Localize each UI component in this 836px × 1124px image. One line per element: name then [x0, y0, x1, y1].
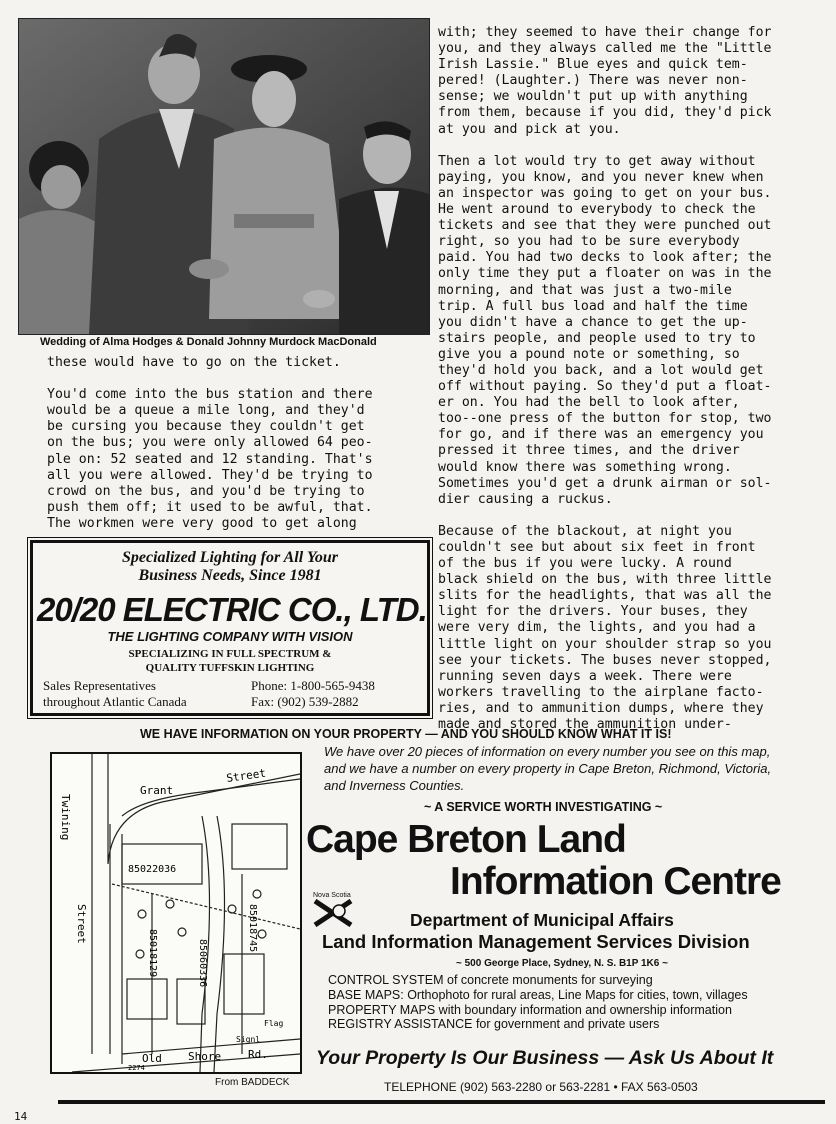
wedding-photo — [18, 18, 430, 335]
electric-tagline-1: Specialized Lighting for All Your — [121, 549, 339, 566]
nova-scotia-logo-label: Nova Scotia — [313, 892, 351, 899]
map-parcel-3: 85060336 — [197, 939, 208, 988]
footer-rule — [58, 1100, 825, 1104]
map-label-street-left: Street — [75, 904, 88, 944]
land-services-list — [328, 973, 748, 1032]
electric-ad — [30, 540, 430, 716]
land-service-line: ~ A SERVICE WORTH INVESTIGATING ~ — [424, 800, 663, 814]
map-label-grant: Grant — [140, 784, 174, 797]
article-left-column: these would have to go on the ticket. You'd come into the bus station and there would be a queue a mile long, and they'd be cursing you because they couldn't get on the bus; you were only allowed 64 peo- ple on: 52 seated and 12 standing. That's all you were allowed. They'd be trying to crowd on the bus, and you'd be trying to push them off; it used to be awful, that. The workmen were very good to get along — [47, 355, 373, 531]
map-parcel-4: 85018745 — [247, 904, 258, 953]
property-map-drawing — [52, 754, 300, 1072]
electric-phone: Phone: 1-800-565-9438 — [251, 678, 375, 693]
electric-reps-2: throughout Atlantic Canada — [43, 694, 187, 709]
saltire-icon — [313, 899, 353, 927]
land-name-line-2: Information Centre — [450, 860, 781, 903]
land-ad-intro — [324, 743, 824, 794]
land-intro-line-3: and Inverness Counties. — [324, 778, 465, 793]
map-label-twining: Twining — [59, 794, 72, 841]
page-number: 14 — [14, 1110, 28, 1123]
map-label-flag: Flag — [264, 1019, 284, 1028]
map-label-street-top: Street — [225, 766, 267, 785]
land-service-2: BASE MAPS: Orthophoto for rural areas, Line Maps for cities, town, villages — [328, 987, 748, 1002]
map-label-rd: Rd. — [248, 1048, 268, 1061]
electric-fax: Fax: (902) 539-2882 — [251, 694, 359, 709]
electric-slogan: THE LIGHTING COMPANY WITH VISION — [107, 629, 353, 644]
electric-spec-2: QUALITY TUFFSKIN LIGHTING — [145, 662, 315, 674]
map-parcel-1: 85022036 — [128, 864, 177, 875]
map-label-signl: Signl — [236, 1035, 261, 1044]
electric-company-name: 20/20 ELECTRIC CO., LTD. — [37, 591, 427, 628]
photo-caption: Wedding of Alma Hodges & Donald Johnny Murdock MacDonald — [40, 336, 377, 348]
map-source-note: From BADDECK — [215, 1077, 290, 1088]
map-label-2274: 2274 — [128, 1064, 145, 1072]
property-map — [50, 752, 302, 1074]
map-label-old: Old — [142, 1052, 162, 1065]
article-right-column: with; they seemed to have their change for you, and they always called me the "Little Irish Lassie." Blue eyes and quick tem- pered! (Laughter.) There was never non- sense; we wouldn't put up with anything from them, because if you did, they'd pick at you and pick at you. Then a lot would try to get away without paying, you know, and you never knew when an inspector was going to get on your bus. He went around to everybody to check the tickets and see that they were punched out right, so you had to be sure everybody paid. You had two decks to look after; the only time they put a floater on was in the morning, and that was just a two-mile trip. A full bus load and half the time you didn't have a chance to get the up- stairs people, and people used to try to give you a pound note or something, so they'd hold you back, and a lot would get off without paying. So they'd put a float- er on. You had the bell to look after, too--one press of the button for stop, two for go, and if there was an emergency you pressed it three times, and the driver would know there was something wrong. Sometimes you'd get a drunk airman or sol- dier causing a ruckus. Because of the blackout, at night you couldn't see but about six feet in front of the bus if you were lucky. A round black shield on the bus, with three little slits for the headlights, that was all the light for the drivers. Your buses, they were very dim, the lights, and you had a little light on your shoulder strap so you see your tickets. The buses never stopped, running seven days a week. There were workers travelling to the airplane facto- ries, and to ammunition dumps, where they made and stored the ammunition under- — [438, 25, 772, 733]
land-intro-line-1: We have over 20 pieces of information on every number you see on this map, — [324, 744, 771, 759]
land-name-line-1: Cape Breton Land — [306, 818, 626, 861]
land-department: Department of Municipal Affairs — [410, 910, 674, 930]
land-phone: TELEPHONE (902) 563-2280 or 563-2281 • FAX 563-0503 — [384, 1080, 698, 1094]
land-ad-headline: WE HAVE INFORMATION ON YOUR PROPERTY — AND YOU SHOULD KNOW WHAT IT IS! — [140, 727, 672, 741]
electric-tagline-2: Business Needs, Since 1981 — [138, 567, 322, 584]
land-intro-line-2: and we have a number on every property in Cape Breton, Richmond, Victoria, — [324, 761, 772, 776]
land-division: Land Information Management Services Division — [322, 931, 750, 952]
wedding-photo-art — [19, 19, 429, 334]
land-address: ~ 500 George Place, Sydney, N. S. B1P 1K6 ~ — [456, 958, 668, 969]
land-tagline: Your Property Is Our Business — Ask Us About It — [316, 1047, 774, 1069]
map-label-shore: Shore — [188, 1050, 222, 1063]
land-service-4: REGISTRY ASSISTANCE for government and private users — [328, 1017, 660, 1032]
electric-spec-1: SPECIALIZING IN FULL SPECTRUM & — [128, 648, 332, 660]
land-service-3: PROPERTY MAPS with boundary information and ownership information — [328, 1002, 732, 1017]
map-parcel-2: 85018129 — [147, 929, 158, 978]
land-service-1: CONTROL SYSTEM of concrete monuments for surveying — [328, 973, 653, 987]
electric-reps-1: Sales Representatives — [43, 678, 156, 693]
nova-scotia-logo — [313, 892, 363, 932]
